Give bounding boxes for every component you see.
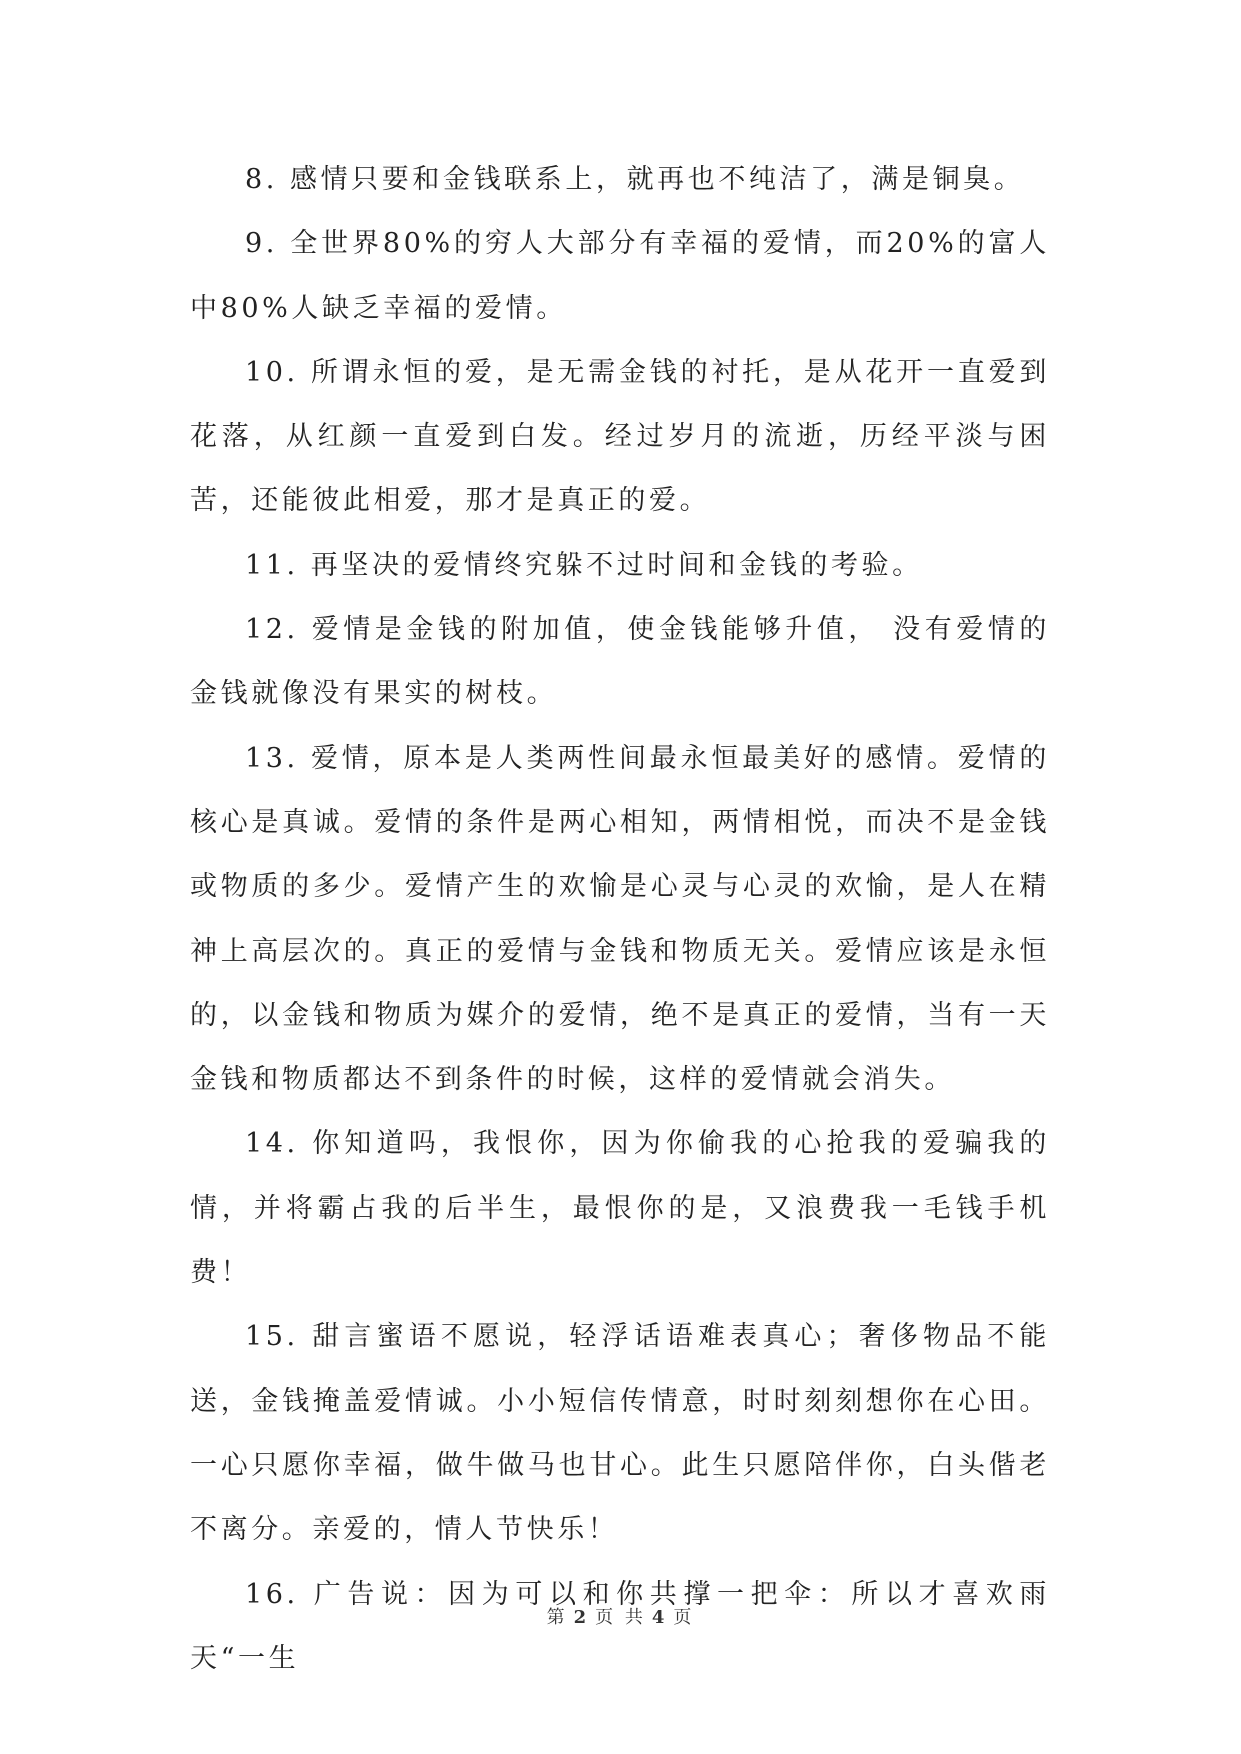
item-number: 12. bbox=[245, 614, 299, 646]
page-footer bbox=[0, 1603, 1241, 1629]
item-number: 8. bbox=[245, 164, 278, 195]
document-body bbox=[190, 148, 1050, 1691]
paragraph-text: 广告说：因为可以和你共撑一把伞：所以才喜欢雨天“一生 bbox=[190, 1578, 1050, 1674]
footer-prefix: 第 bbox=[546, 1607, 568, 1628]
item-number: 15. bbox=[245, 1321, 299, 1353]
paragraph-text: 爱情是金钱的附加值，使金钱能够升值， 没有爱情的金钱就像没有果实的树枝。 bbox=[190, 614, 1050, 710]
item-number: 10. bbox=[245, 356, 299, 388]
footer-middle: 页 共 bbox=[595, 1607, 646, 1628]
paragraph-14 bbox=[190, 1112, 1050, 1305]
paragraph-text: 所谓永恒的爱，是无需金钱的衬托，是从花开一直爱到花落，从红颜一直爱到白发。经过岁月的流逝，历经平淡与困苦，还能彼此相爱，那才是真正的爱。 bbox=[190, 356, 1050, 517]
paragraph-11 bbox=[190, 534, 1050, 598]
paragraph-15 bbox=[190, 1305, 1050, 1562]
footer-suffix: 页 bbox=[673, 1607, 695, 1628]
item-number: 16. bbox=[245, 1578, 299, 1610]
total-page-number: 4 bbox=[651, 1607, 668, 1628]
item-number: 14. bbox=[245, 1128, 299, 1160]
item-number: 13. bbox=[245, 742, 299, 774]
paragraph-text: 感情只要和金钱联系上，就再也不纯洁了，满是铜臭。 bbox=[289, 164, 1025, 195]
paragraph-13 bbox=[190, 727, 1050, 1113]
paragraph-text: 全世界80%的穷人大部分有幸福的爱情，而20%的富人中80%人缺乏幸福的爱情。 bbox=[190, 228, 1050, 324]
paragraph-8 bbox=[190, 148, 1050, 212]
item-number: 11. bbox=[245, 549, 299, 581]
paragraph-12 bbox=[190, 598, 1050, 727]
paragraph-10 bbox=[190, 341, 1050, 534]
current-page-number: 2 bbox=[573, 1607, 590, 1628]
paragraph-text: 再坚决的爱情终究躲不过时间和金钱的考验。 bbox=[310, 549, 923, 581]
paragraph-text: 甜言蜜语不愿说，轻浮话语难表真心；奢侈物品不能送，金钱掩盖爱情诚。小小短信传情意，时时刻刻想你在心田。一心只愿你幸福，做牛做马也甘心。此生只愿陪伴你，白头偕老不离分。亲爱的，情人节快乐！ bbox=[190, 1321, 1050, 1546]
paragraph-9 bbox=[190, 212, 1050, 341]
paragraph-text: 你知道吗，我恨你，因为你偷我的心抢我的爱骗我的情，并将霸占我的后半生，最恨你的是，又浪费我一毛钱手机费！ bbox=[190, 1128, 1050, 1289]
item-number: 9. bbox=[245, 228, 278, 260]
paragraph-text: 爱情，原本是人类两性间最永恒最美好的感情。爱情的核心是真诚。爱情的条件是两心相知，两情相悦，而决不是金钱或物质的多少。爱情产生的欢愉是心灵与心灵的欢愉，是人在精神上高层次的。真正的爱情与金钱和物质无关。爱情应该是永恒的，以金钱和物质为媒介的爱情，绝不是真正的爱情，当有一天金钱和物质都达不到条件的时候，这样的爱情就会消失。 bbox=[190, 742, 1050, 1096]
